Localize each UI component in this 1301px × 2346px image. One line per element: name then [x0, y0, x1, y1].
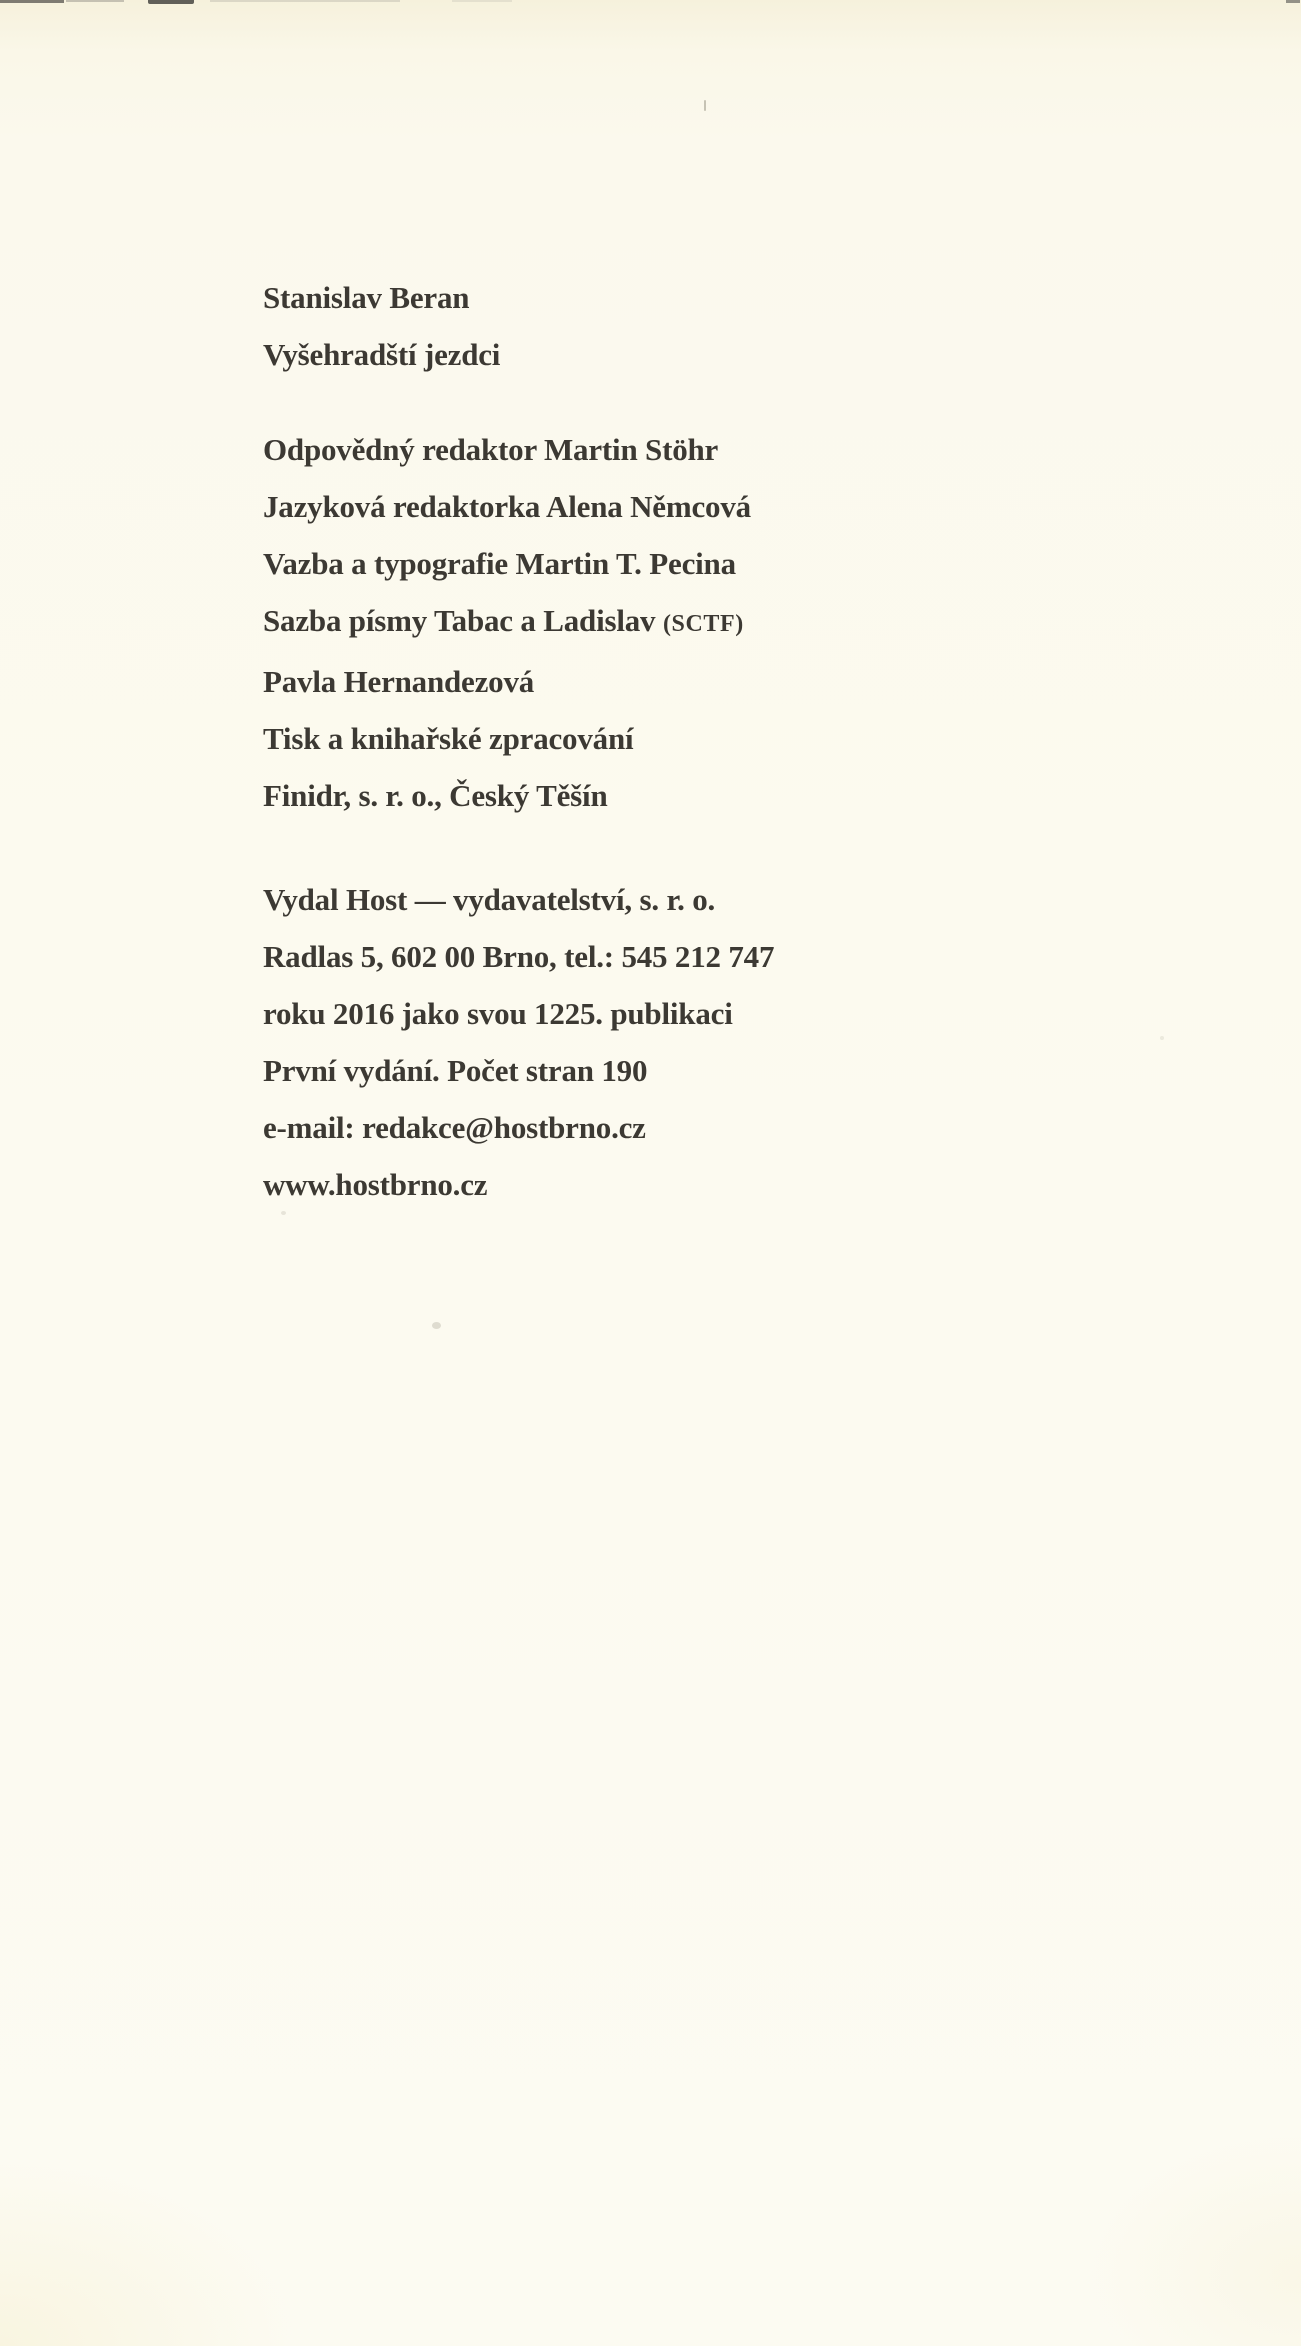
scan-speck — [704, 100, 706, 111]
credit-line-printing: Tisk a knihařské zpracování — [263, 721, 634, 756]
credit-line-language-editor: Jazyková redaktorka Alena Němcová — [263, 489, 751, 524]
scan-edge-artifact — [0, 0, 64, 3]
credit-line-typography: Vazba a typografie Martin T. Pecina — [263, 546, 736, 581]
publisher-line-pages: První vydání. Počet stran 190 — [263, 1053, 648, 1088]
publisher-block — [263, 871, 1023, 1213]
scan-edge-artifact — [1286, 0, 1300, 3]
credit-line-printer: Finidr, s. r. o., Český Těšín — [263, 778, 608, 813]
credit-line-typesetter: Pavla Hernandezová — [263, 664, 535, 699]
credits-block — [263, 421, 1023, 824]
scan-edge-artifact — [148, 0, 194, 4]
credit-line-editor: Odpovědný redaktor Martin Stöhr — [263, 432, 719, 467]
title-block — [263, 269, 1023, 383]
publisher-line-edition-number: roku 2016 jako svou 1225. publikaci — [263, 996, 733, 1031]
publisher-line-name: Vydal Host — vydavatelství, s. r. o. — [263, 882, 716, 917]
publisher-line-website: www.hostbrno.cz — [263, 1167, 488, 1202]
publisher-line-address: Radlas 5, 602 00 Brno, tel.: 545 212 747 — [263, 939, 775, 974]
book-title: Vyšehradští jezdci — [263, 337, 501, 372]
scan-edge-artifact — [452, 0, 512, 2]
publisher-line-email: e-mail: redakce@hostbrno.cz — [263, 1110, 646, 1145]
credit-line-typesetting — [263, 592, 1023, 653]
scan-speck — [1160, 1036, 1164, 1040]
author-name: Stanislav Beran — [263, 280, 470, 315]
scan-edge-artifact — [210, 0, 400, 2]
scan-edge-artifact — [66, 0, 124, 2]
typesetting-text: Sazba písmy Tabac a Ladislav — [263, 603, 656, 638]
typesetting-foundry-smallcaps: (SCTF) — [662, 611, 744, 637]
scan-speck — [432, 1322, 441, 1329]
